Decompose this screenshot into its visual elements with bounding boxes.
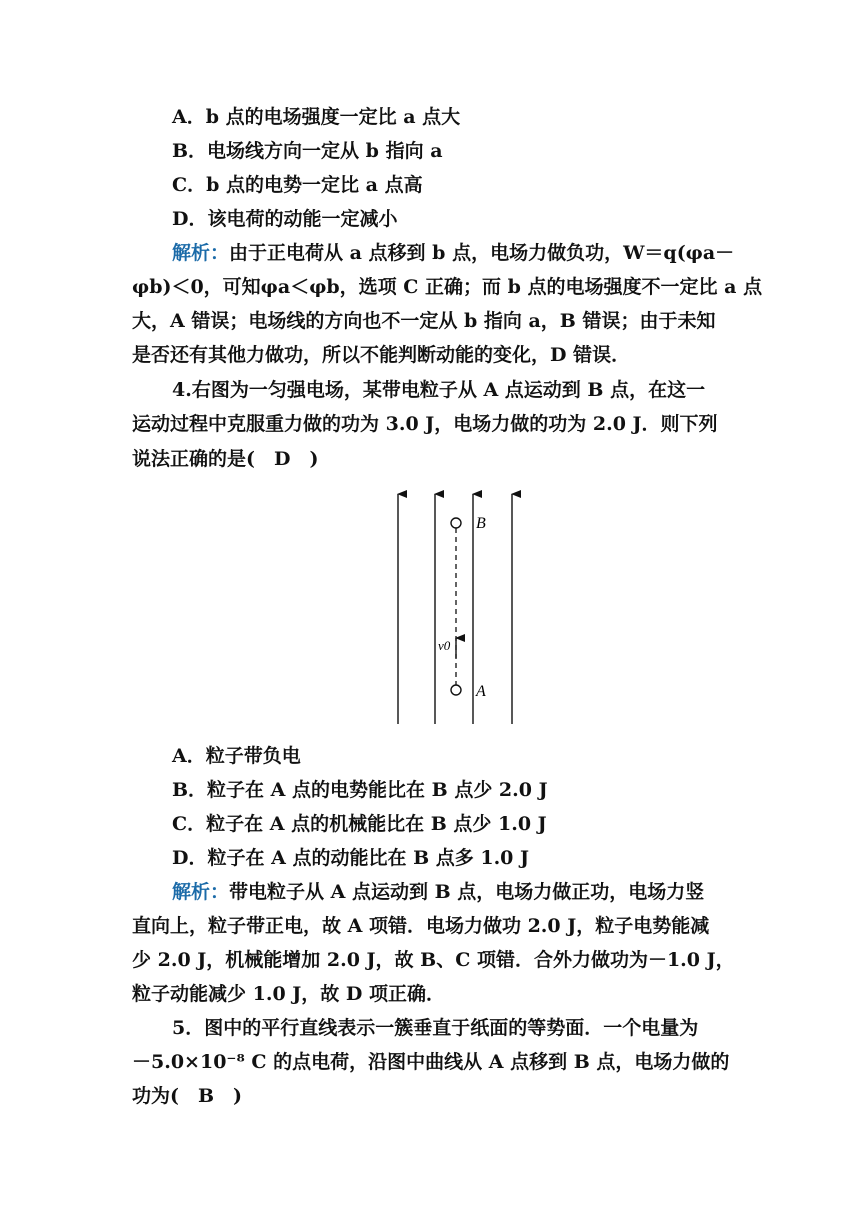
q5-stem-line-3: 功为( B ) — [132, 1085, 243, 1107]
q4-stem-line-2: 运动过程中克服重力做的功为 3.0 J，电场力做的功为 2.0 J．则下列 — [132, 413, 718, 435]
q3-analysis-line-4: 是否还有其他力做功，所以不能判断动能的变化，D 错误． — [132, 344, 631, 366]
q4-analysis-text-1: 带电粒子从 A 点运动到 B 点，电场力做正功，电场力竖 — [229, 881, 705, 903]
q3-analysis-line-3: 大，A 错误；电场线的方向也不一定从 b 指向 a，B 错误；由于未知 — [132, 310, 716, 332]
q3-option-b: B．电场线方向一定从 b 指向 a — [172, 140, 443, 162]
q4-analysis-line-4: 粒子动能减少 1.0 J，故 D 项正确． — [132, 983, 445, 1005]
q4-electric-field-figure — [380, 488, 530, 728]
q3-analysis-text-1: 由于正电荷从 a 点移到 b 点，电场力做负功，W＝q(φa－ — [229, 242, 735, 264]
q4-stem-line-3: 说法正确的是( D ) — [132, 448, 319, 470]
q4-analysis-line-2: 直向上，粒子带正电，故 A 项错．电场力做功 2.0 J，粒子电势能减 — [132, 915, 710, 937]
label-a: A — [476, 683, 486, 700]
q4-analysis-line-1 — [172, 878, 704, 906]
q4-option-d: D．粒子在 A 点的动能比在 B 点多 1.0 J — [172, 847, 530, 869]
label-b: B — [476, 515, 486, 532]
q4-option-a: A．粒子带负电 — [172, 745, 301, 767]
point-a-circle — [451, 685, 461, 695]
q5-stem-line-1: 5．图中的平行直线表示一簇垂直于纸面的等势面．一个电量为 — [172, 1017, 699, 1039]
point-b-circle — [451, 518, 461, 528]
q3-option-d: D．该电荷的动能一定减小 — [172, 208, 398, 230]
label-v0: v0 — [438, 638, 451, 653]
q4-stem-line-1: 4.右图为一匀强电场，某带电粒子从 A 点运动到 B 点，在这一 — [172, 379, 706, 401]
q5-stem-line-2: －5.0×10⁻⁸ C 的点电荷，沿图中曲线从 A 点移到 B 点，电场力做的 — [132, 1051, 730, 1073]
q3-option-a: A．b 点的电场强度一定比 a 点大 — [172, 106, 461, 128]
q4-option-b: B．粒子在 A 点的电势能比在 B 点少 2.0 J — [172, 779, 548, 801]
q3-analysis-label: 解析： — [172, 242, 230, 264]
q3-analysis-line-2: φb)＜0，可知φa＜φb，选项 C 正确；而 b 点的电场强度不一定比 a 点 — [132, 276, 763, 298]
q3-option-c: C．b 点的电势一定比 a 点高 — [172, 174, 423, 196]
q4-analysis-label: 解析： — [172, 881, 230, 903]
q4-analysis-line-3: 少 2.0 J，机械能增加 2.0 J，故 B、C 项错．合外力做功为－1.0 J， — [132, 949, 735, 971]
q4-option-c: C．粒子在 A 点的机械能比在 B 点少 1.0 J — [172, 813, 547, 835]
q3-analysis-line-1 — [172, 239, 734, 267]
